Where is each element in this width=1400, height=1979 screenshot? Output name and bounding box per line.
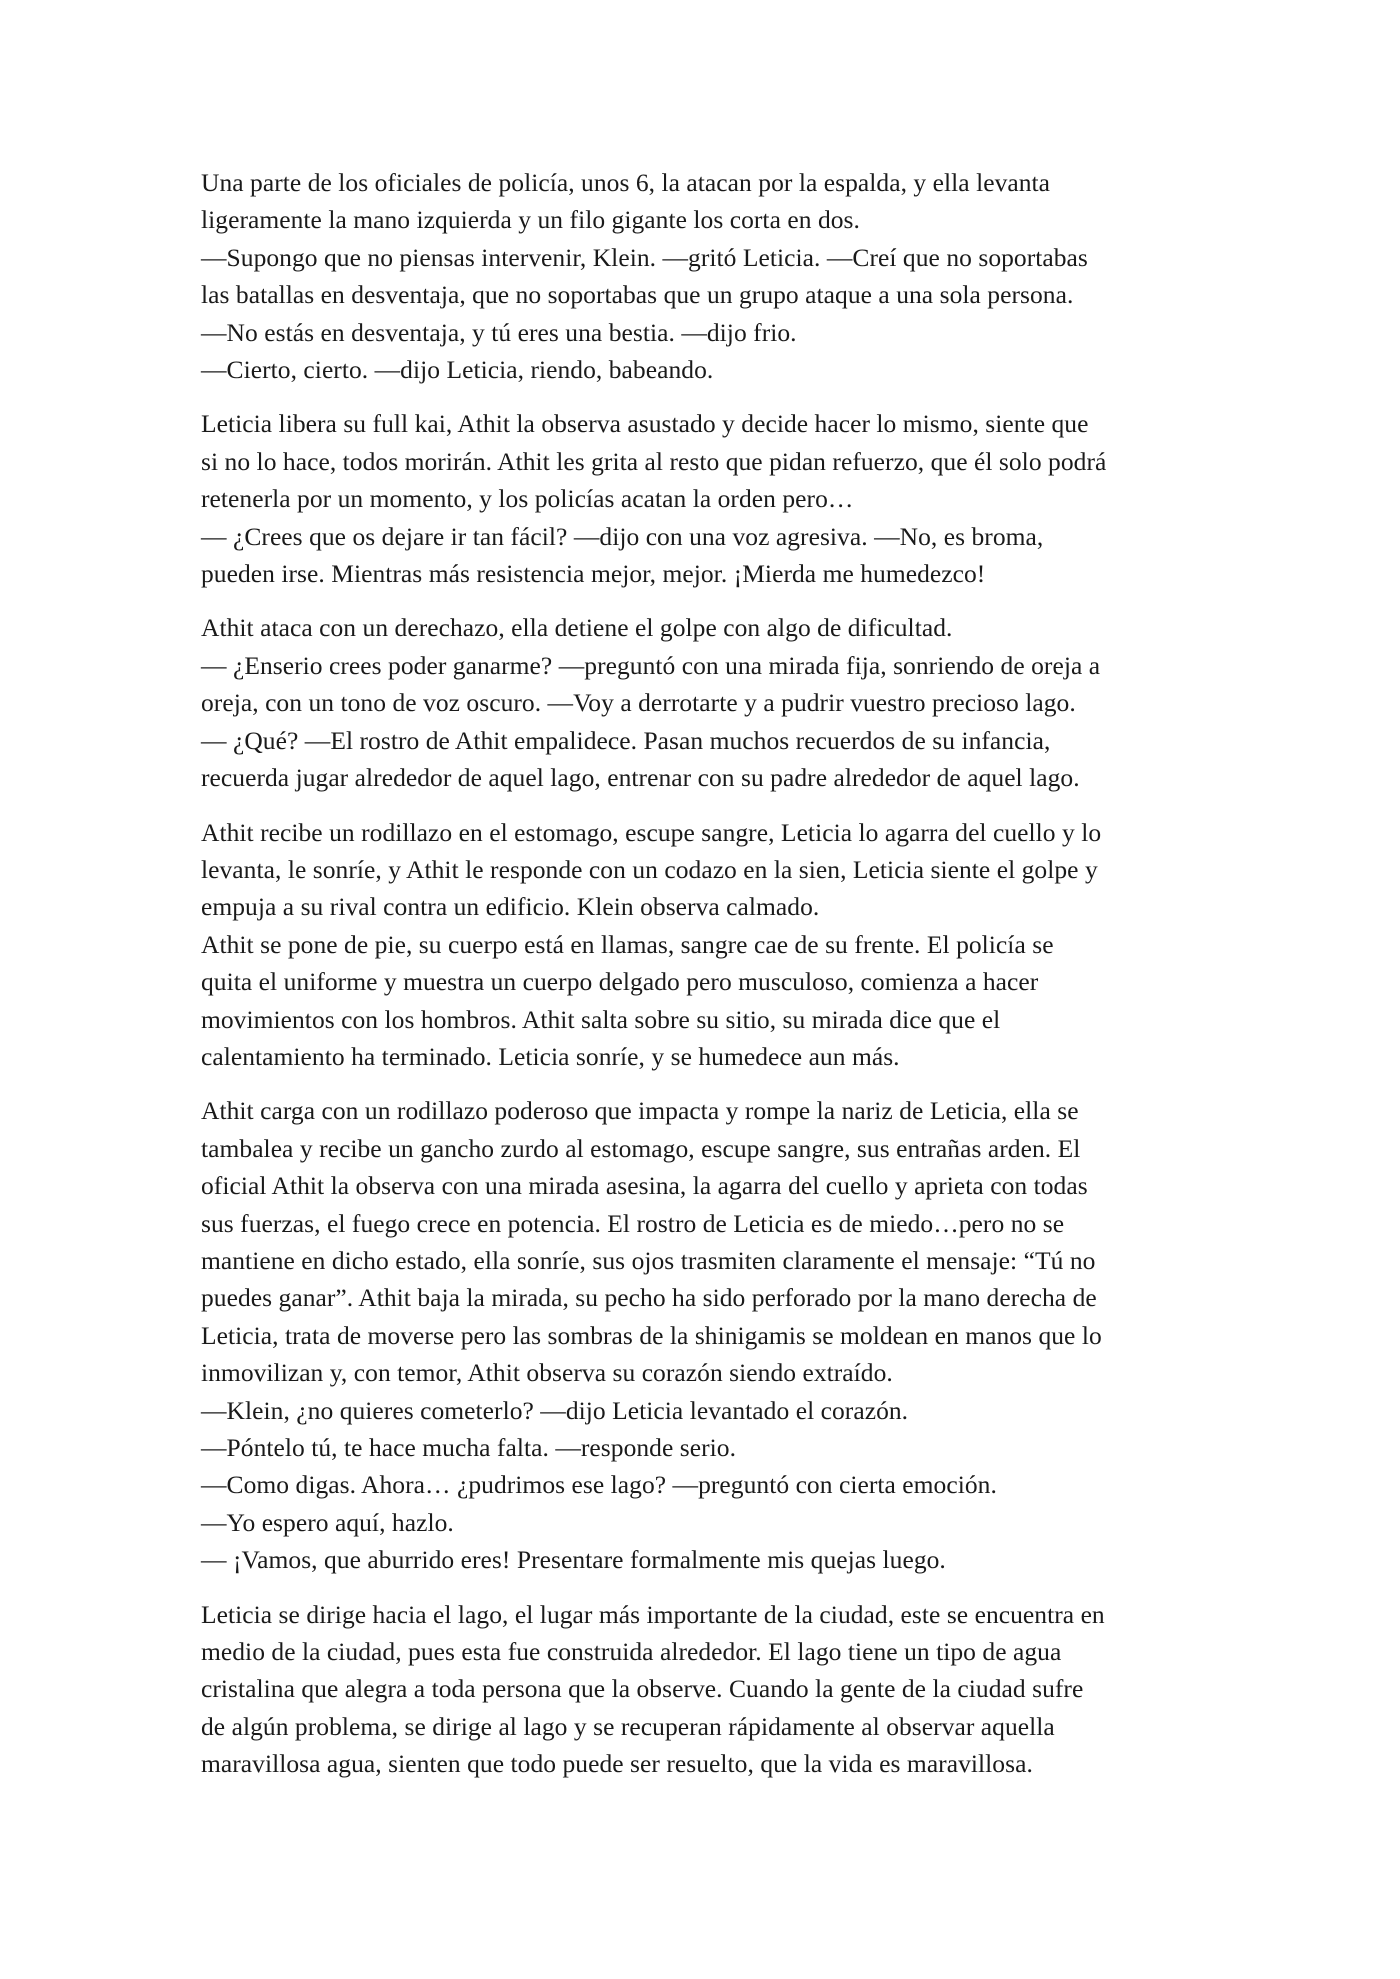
text-line: —Klein, ¿no quieres cometerlo? —dijo Leticia levantado el corazón. [201, 1395, 909, 1425]
text-line: calentamiento ha terminado. Leticia sonríe, y se humedece aun más. [201, 1041, 900, 1071]
text-line: las batallas en desventaja, que no soportabas que un grupo ataque a una sola persona. [201, 280, 1074, 310]
text-line: Una parte de los oficiales de policía, unos 6, la atacan por la espalda, y ella levanta [201, 168, 1051, 197]
text-line: pueden irse. Mientras más resistencia mejor, mejor. ¡Mierda me humedezco! [201, 559, 986, 589]
text-line: Leticia, trata de moverse pero las sombras de la shinigamis se moldean en manos que lo [201, 1320, 1102, 1350]
paragraph [201, 164, 1221, 388]
text-line: empuja a su rival contra un edificio. Klein observa calmado. [201, 892, 820, 922]
text-line: ligeramente la mano izquierda y un filo gigante los corta en dos. [201, 205, 860, 235]
paragraph [201, 1596, 1221, 1783]
text-line: —Póntelo tú, te hace mucha falta. —responde serio. [201, 1433, 736, 1462]
paragraph [201, 814, 1221, 1076]
document-body [201, 164, 1221, 1800]
text-line: cristalina que alegra a toda persona que la observe. Cuando la gente de la ciudad sufre [201, 1674, 1084, 1704]
text-line: maravillosa agua, sienten que todo puede ser resuelto, que la vida es maravillosa. [201, 1749, 1033, 1779]
text-line: oreja, con un tono de voz oscuro. —Voy a derrotarte y a pudrir vuestro precioso lago. [201, 688, 1076, 718]
text-line: Athit ataca con un derechazo, ella detiene el golpe con algo de dificultad. [201, 613, 953, 643]
text-line: movimientos con los hombros. Athit salta sobre su sitio, su mirada dice que el [201, 1004, 1001, 1034]
text-line: —Cierto, cierto. —dijo Leticia, riendo, babeando. [201, 355, 714, 385]
text-line: de algún problema, se dirige al lago y se recuperan rápidamente al observar aquella [201, 1711, 1055, 1741]
text-line: tambalea y recibe un gancho zurdo al estomago, escupe sangre, sus entrañas arden. El [201, 1133, 1081, 1163]
text-line: Leticia se dirige hacia el lago, el lugar más importante de la ciudad, este se encuentra en [201, 1599, 1105, 1629]
text-line: Athit se pone de pie, su cuerpo está en llamas, sangre cae de su frente. El policía se [201, 929, 1054, 959]
text-line: Athit carga con un rodillazo poderoso que impacta y rompe la nariz de Leticia, ella se [201, 1096, 1079, 1126]
text-line: — ¿Qué? —El rostro de Athit empalidece. Pasan muchos recuerdos de su infancia, [201, 725, 1051, 755]
text-line: —No estás en desventaja, y tú eres una bestia. —dijo frio. [201, 317, 797, 347]
text-line: quita el uniforme y muestra un cuerpo delgado pero musculoso, comienza a hacer [201, 967, 1039, 997]
text-line: levanta, le sonríe, y Athit le responde con un codazo en la sien, Leticia siente el golpe y [201, 854, 1098, 884]
text-line: sus fuerzas, el fuego crece en potencia. El rostro de Leticia es de miedo…pero no se [201, 1208, 1065, 1238]
text-line: —Supongo que no piensas intervenir, Klein. —gritó Leticia. —Creí que no soportabas [201, 242, 1088, 272]
text-line: si no lo hace, todos morirán. Athit les grita al resto que pidan refuerzo, que él solo podrá [201, 446, 1107, 476]
text-line: —Yo espero aquí, hazlo. [201, 1507, 454, 1537]
paragraph [201, 609, 1221, 796]
text-line: puedes ganar”. Athit baja la mirada, su pecho ha sido perforado por la mano derecha de [201, 1283, 1097, 1313]
text-line: — ¿Enserio crees poder ganarme? —preguntó con una mirada fija, sonriendo de oreja a [201, 650, 1101, 680]
text-line: — ¿Crees que os dejare ir tan fácil? —dijo con una voz agresiva. —No, es broma, [201, 521, 1044, 551]
text-line: —Como digas. Ahora… ¿pudrimos ese lago? —preguntó con cierta emoción. [201, 1470, 997, 1500]
text-line: oficial Athit la observa con una mirada asesina, la agarra del cuello y aprieta con todas [201, 1171, 1088, 1201]
text-line: recuerda jugar alrededor de aquel lago, entrenar con su padre alrededor de aquel lago. [201, 763, 1080, 793]
text-line: Athit recibe un rodillazo en el estomago, escupe sangre, Leticia lo agarra del cuello y lo [201, 817, 1102, 847]
paragraph [201, 405, 1221, 592]
text-line: medio de la ciudad, pues esta fue construida alrededor. El lago tiene un tipo de agua [201, 1637, 1062, 1667]
text-line: Leticia libera su full kai, Athit la observa asustado y decide hacer lo mismo, siente que [201, 409, 1089, 439]
paragraph [201, 1092, 1221, 1578]
text-line: mantiene en dicho estado, ella sonríe, sus ojos trasmiten claramente el mensaje: “Tú no [201, 1245, 1096, 1275]
text-line: inmovilizan y, con temor, Athit observa su corazón siendo extraído. [201, 1358, 893, 1388]
text-line: retenerla por un momento, y los policías acatan la orden pero… [201, 484, 854, 514]
text-line: — ¡Vamos, que aburrido eres! Presentare formalmente mis quejas luego. [201, 1545, 946, 1575]
